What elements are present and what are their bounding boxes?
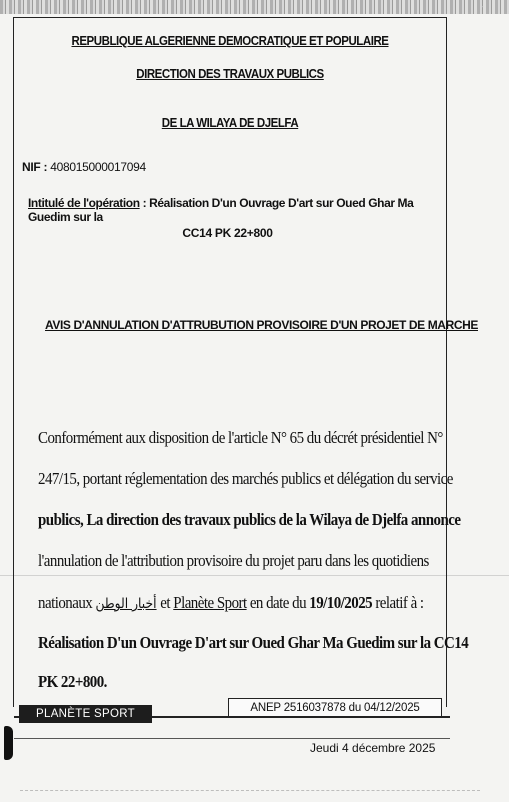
scan-artifact: · [477,5,488,10]
body-line-2: 247/15, portant réglementation des marchés publics et délégation du service [38,469,453,488]
operation-line [28,196,448,224]
body-line-7: PK 22+800. [38,672,107,691]
footer-rule-2 [14,738,450,739]
body-et: et [160,593,171,612]
publication-date: 19/10/2025 [309,593,373,612]
body-en-date: en date du [249,593,307,612]
body-line-6: Réalisation D'un Ouvrage D'art sur Oued Ghar Ma Guedim sur la CC14 [38,633,469,652]
newspaper-planete-sport: Planète Sport [173,593,247,612]
operation-sep: : [139,196,150,210]
publication-badge: PLANÈTE SPORT [19,705,152,723]
nif-line [22,160,146,174]
header-direction: DIRECTION DES TRAVAUX PUBLICS [136,67,324,81]
operation-value-cont: CC14 PK 22+800 [182,226,273,240]
body-line-4: l'annulation de l'attribution provisoire du projet paru dans les quotidiens [38,551,429,570]
header-wilaya: DE LA WILAYA DE DJELFA [161,116,299,130]
body-line-3 [38,510,461,530]
body-line-5 [38,593,424,614]
issue-date: Jeudi 4 décembre 2025 [310,741,436,755]
body-nationaux: nationaux [38,593,93,612]
anep-reference: ANEP 2516037878 du 04/12/2025 [228,698,442,718]
header-republic: REPUBLIQUE ALGERIENNE DEMOCRATIQUE ET POPULAIRE [71,34,389,48]
scan-edge-band [0,0,509,14]
notice-title: AVIS D'ANNULATION D'ATTRUBUTION PROVISOIRE D'UN PROJET DE MARCHE [45,318,478,332]
operation-label: Intitulé de l'opération [28,196,140,210]
newspaper-arabic: أخبار الوطن [95,596,157,612]
nif-value: 408015000017094 [50,160,146,174]
page-bracket-mark [4,726,13,760]
body-line-3-text: publics, La direction des travaux publics de la Wilaya de Djelfa annonce [38,510,461,529]
operation-value: Réalisation D'un Ouvrage D'art sur Oued Ghar Ma Guedim sur la [28,196,414,224]
body-line-1: Conformément aux disposition de l'article N° 65 du décrét présidentiel N° [38,428,443,447]
bottom-dash-line [20,790,480,791]
nif-label: NIF : [22,160,48,174]
body-relatif: relatif à : [375,593,424,612]
